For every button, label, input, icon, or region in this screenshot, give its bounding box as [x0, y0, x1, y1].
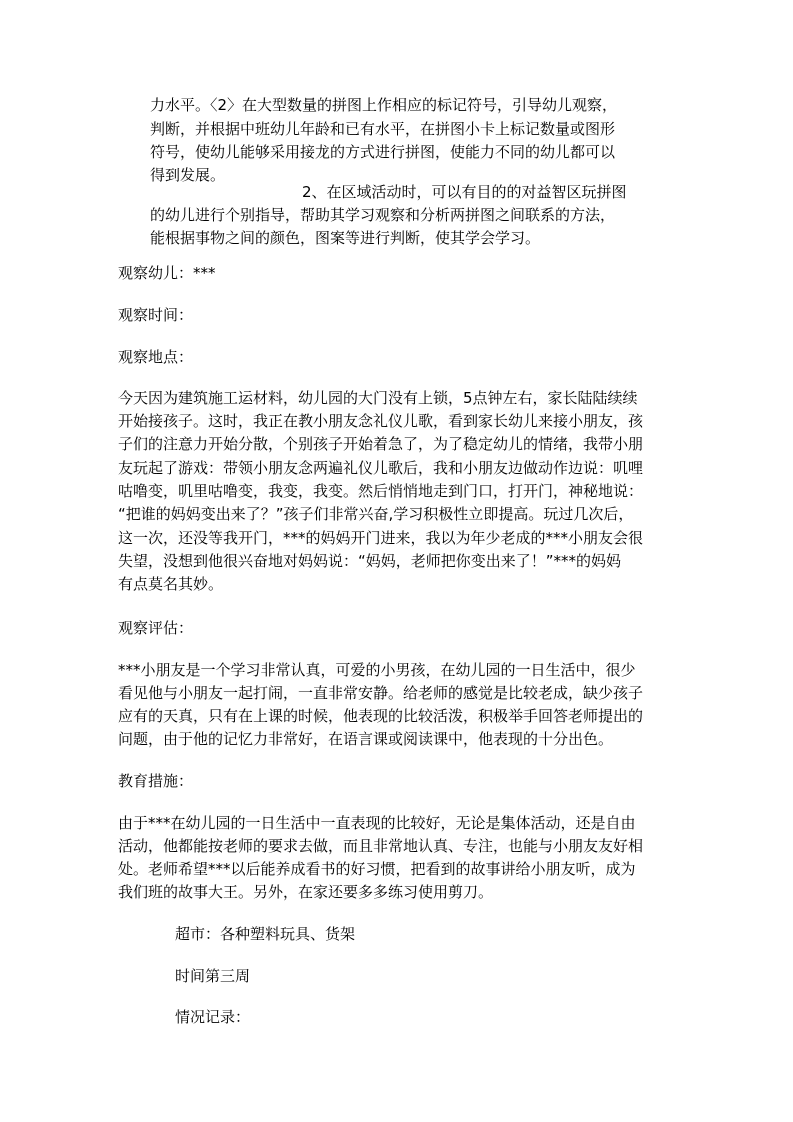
week-line: 时间第三周: [175, 967, 251, 985]
text-line: 处。老师希望***以后能养成看书的好习惯，把看到的故事讲给小朋友听，成为: [118, 860, 636, 878]
text-line: “把谁的妈妈变出来了？”孩子们非常兴奋,学习积极性立即提高。玩过几次后，: [118, 505, 634, 523]
text-line: 今天因为建筑施工运材料，幼儿园的大门没有上锁，5点钟左右，家长陆陆续续: [118, 389, 638, 407]
text-line: 应有的天真，只有在上课的时候，他表现的比较活泼，积极举手回答老师提出的: [118, 707, 644, 725]
evaluation-heading: 观察评估：: [118, 619, 194, 637]
text-line: 这一次，还没等我开门，***的妈妈开门进来，我以为年少老成的***小朋友会很: [118, 529, 644, 547]
text-line: 2、在区域活动时，可以有目的的对益智区玩拼图: [302, 183, 627, 201]
text-line: 友玩起了游戏：带领小朋友念两遍礼仪儿歌后，我和小朋友边做动作边说：叽哩: [118, 459, 644, 477]
text-line: 子们的注意力开始分散，个别孩子开始着急了，为了稳定幼儿的情绪，我带小朋: [118, 435, 644, 453]
supermarket-line: 超市：各种塑料玩具、货架: [175, 925, 356, 943]
observation-time-field: 观察时间：: [118, 306, 194, 324]
text-line: ***小朋友是一个学习非常认真，可爱的小男孩，在幼儿园的一日生活中，很少: [118, 661, 636, 679]
text-line: 问题，由于他的记忆力非常好，在语言课或阅读课中，他表现的十分出色。: [118, 730, 614, 748]
text-line: 判断，并根据中班幼儿年龄和已有水平，在拼图小卡上标记数量或图形: [150, 120, 616, 138]
text-line: 活动，他都能按老师的要求去做，而且非常地认真、专注，也能与小朋友友好相: [118, 837, 644, 855]
observed-child-field: 观察幼儿：***: [118, 264, 216, 282]
text-line: 力水平。〈2〉在大型数量的拼图上作相应的标记符号，引导幼儿观察，: [150, 96, 618, 114]
text-line: 开始接孩子。这时，我正在教小朋友念礼仪儿歌，看到家长幼儿来接小朋友，孩: [118, 412, 644, 430]
text-line: 得到发展。: [150, 166, 226, 184]
text-line: 我们班的故事大王。另外，在家还要多多练习使用剪刀。: [118, 883, 494, 901]
text-line: 失望，没想到他很兴奋地对妈妈说：“妈妈，老师把你变出来了！”***的妈妈: [118, 552, 622, 570]
text-line: 符号，使幼儿能够采用接龙的方式进行拼图，使能力不同的幼儿都可以: [150, 143, 616, 161]
text-line: 由于***在幼儿园的一日生活中一直表现的比较好，无论是集体活动，还是自由: [118, 814, 636, 832]
text-line: 能根据事物之间的颜色，图案等进行判断，使其学会学习。: [150, 229, 541, 247]
observation-place-field: 观察地点：: [118, 348, 194, 366]
measures-heading: 教育措施：: [118, 772, 194, 790]
text-line: 咕噜变，叽里咕噜变，我变，我变。然后悄悄地走到门口，打开门，神秘地说：: [118, 482, 644, 500]
text-line: 看见他与小朋友一起打闹，一直非常安静。给老师的感觉是比较老成，缺少孩子: [118, 684, 644, 702]
record-label: 情况记录：: [175, 1008, 251, 1026]
text-line: 的幼儿进行个别指导，帮助其学习观察和分析两拼图之间联系的方法，: [150, 206, 616, 224]
text-line: 有点莫名其妙。: [118, 575, 224, 593]
